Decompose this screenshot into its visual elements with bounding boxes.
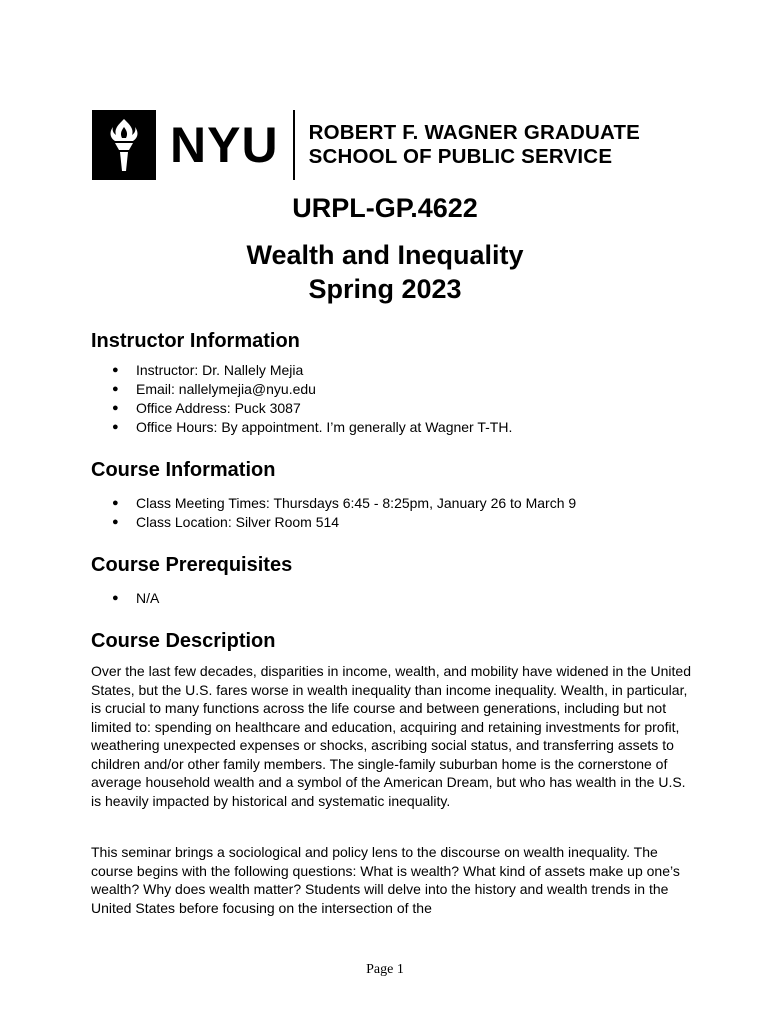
torch-icon <box>92 110 156 180</box>
list-item: ● Instructor: Dr. Nallely Mejia <box>112 361 512 380</box>
description-paragraph-2: This seminar brings a sociological and policy lens to the discourse on wealth inequality. The course begins with the following questions: What is wealth? What kind of assets make up one’s wealth? Why does wealth matter? Students will delve into the history and wealth trends in the United States before focusing on the intersection of the <box>91 844 680 916</box>
course-title-block <box>0 238 770 306</box>
logo-wordmark: NYU <box>170 117 279 173</box>
list-item: ● Email: nallelymejia@nyu.edu <box>112 380 512 399</box>
instructor-heading: Instructor Information <box>91 330 300 352</box>
instructor-list <box>112 361 512 437</box>
logo-school-line-1: ROBERT F. WAGNER GRADUATE <box>308 121 641 144</box>
course-info-heading: Course Information <box>91 459 276 481</box>
course-info-list <box>112 494 576 532</box>
course-title: Wealth and Inequality <box>246 240 524 270</box>
list-item: ● Office Address: Puck 3087 <box>112 399 512 418</box>
list-item: ● Office Hours: By appointment. I’m generally at Wagner T-TH. <box>112 418 512 437</box>
page-number: Page 1 <box>366 962 404 977</box>
nyu-wagner-logo <box>92 110 640 180</box>
description-paragraph-1: Over the last few decades, disparities in income, wealth, and mobility have widened in the United States, but the U.S. fares worse in wealth inequality than income inequality. Wealth, in particular, is crucial to many functions across the life course and between generations, including but not limited to: spending on healthcare and education, acquiring and retaining investments for profit, weathering unexpected expenses or shocks, ascribing social status, and transferring assets to children and/or other family members. The single-family suburban home is the cornerstone of average household wealth and a symbol of the American Dream, but who has wealth in the U.S. is heavily impacted by historical and systematic inequality. <box>91 663 691 809</box>
list-item: ● N/A <box>112 589 159 608</box>
course-term: Spring 2023 <box>308 274 462 304</box>
list-item: ● Class Meeting Times: Thursdays 6:45 - 8:25pm, January 26 to March 9 <box>112 494 576 513</box>
course-code: URPL-GP.4622 <box>292 193 478 223</box>
logo-divider <box>293 110 295 180</box>
logo-school-name <box>309 121 640 169</box>
prerequisites-heading: Course Prerequisites <box>91 554 293 576</box>
list-item: ● Class Location: Silver Room 514 <box>112 513 576 532</box>
logo-school-line-2: SCHOOL OF PUBLIC SERVICE <box>308 145 613 168</box>
description-heading: Course Description <box>91 630 276 652</box>
prerequisites-list <box>112 589 159 608</box>
